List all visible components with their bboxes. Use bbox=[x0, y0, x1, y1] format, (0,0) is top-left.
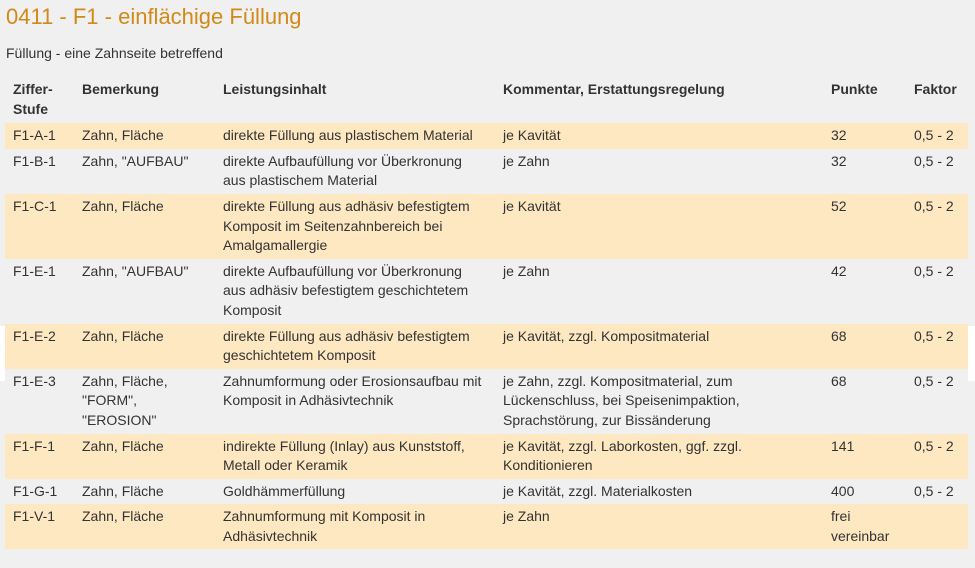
cell-punkte bbox=[823, 194, 906, 259]
cell-leistungsinhalt bbox=[215, 259, 495, 324]
table-row bbox=[5, 123, 968, 149]
cell-bemerkung-line: Zahn, "AUFBAU" bbox=[82, 262, 189, 279]
cell-bemerkung-line: "EROSION" bbox=[82, 411, 157, 428]
cell-leistungsinhalt bbox=[215, 149, 495, 194]
cell-faktor: 0,5 - 2 bbox=[914, 152, 954, 169]
cell-leistungsinhalt bbox=[215, 123, 495, 149]
cell-bemerkung-line: Zahn, Fläche, bbox=[82, 372, 168, 389]
cell-bemerkung-line: Zahn, Fläche bbox=[82, 327, 164, 344]
cell-kommentar bbox=[495, 149, 823, 194]
cell-kommentar-line: Sprachstörung, zur Bissänderung bbox=[503, 411, 711, 428]
cell-leistungsinhalt bbox=[215, 504, 495, 549]
cell-leistungsinhalt-line: direkte Füllung aus adhäsiv befestigtem bbox=[223, 197, 470, 214]
header-kommentar: Kommentar, Erstattungsregelung bbox=[503, 81, 725, 97]
cell-bemerkung-line: Zahn, Fläche bbox=[82, 197, 164, 214]
cell-leistungsinhalt-line: Adhäsivtechnik bbox=[223, 527, 318, 544]
cell-leistungsinhalt bbox=[215, 369, 495, 434]
cell-faktor: 0,5 - 2 bbox=[914, 127, 954, 144]
cell-faktor: 0,5 - 2 bbox=[914, 372, 954, 389]
cell-leistungsinhalt-line: Amalgamallergie bbox=[223, 237, 328, 254]
cell-faktor: 0,5 - 2 bbox=[914, 437, 954, 454]
cell-kommentar-line: je Zahn bbox=[503, 262, 550, 279]
cell-leistungsinhalt-line: Zahnumformung mit Komposit in bbox=[223, 508, 426, 525]
cell-kommentar-line: je Zahn bbox=[503, 152, 550, 169]
cell-leistungsinhalt bbox=[215, 434, 495, 479]
cell-bemerkung-line: Zahn, "AUFBAU" bbox=[82, 152, 189, 169]
cell-leistungsinhalt bbox=[215, 479, 495, 505]
cell-faktor: 0,5 - 2 bbox=[914, 482, 954, 499]
cell-punkte-line: 32 bbox=[831, 152, 847, 169]
cell-punkte bbox=[823, 434, 906, 479]
cell-bemerkung bbox=[74, 259, 215, 324]
table-row bbox=[5, 194, 968, 259]
cell-leistungsinhalt-line: aus adhäsiv befestigtem geschichtetem bbox=[223, 282, 469, 299]
cell-punkte-line: 400 bbox=[831, 482, 855, 499]
cell-kommentar-line: Lückenschluss, bei Speisenimpaktion, bbox=[503, 392, 740, 409]
cell-kommentar bbox=[495, 324, 823, 369]
header-punkte: Punkte bbox=[831, 81, 878, 97]
table-body bbox=[5, 123, 968, 549]
cell-kommentar-line: je Zahn, zzgl. Kompositmaterial, zum bbox=[503, 372, 733, 389]
cell-ziffer: F1-G-1 bbox=[13, 482, 58, 499]
cell-punkte-line: 52 bbox=[831, 197, 847, 214]
cell-leistungsinhalt-line: Komposit bbox=[223, 301, 282, 318]
cell-punkte-line: vereinbar bbox=[831, 527, 890, 544]
cell-bemerkung-line: Zahn, Fläche bbox=[82, 127, 164, 144]
cell-leistungsinhalt-line: Metall oder Keramik bbox=[223, 457, 348, 474]
cell-faktor: 0,5 - 2 bbox=[914, 327, 954, 344]
table-header-row bbox=[5, 78, 968, 123]
cell-punkte-line: 32 bbox=[831, 127, 847, 144]
cell-punkte bbox=[823, 504, 906, 549]
cell-leistungsinhalt-line: aus plastischem Material bbox=[223, 172, 378, 189]
cell-kommentar bbox=[495, 434, 823, 479]
header-stufe: Stufe bbox=[13, 100, 48, 117]
cell-punkte bbox=[823, 324, 906, 369]
cell-kommentar bbox=[495, 123, 823, 149]
header-bemerkung: Bemerkung bbox=[82, 81, 160, 97]
cell-faktor bbox=[906, 504, 968, 549]
cell-bemerkung bbox=[74, 194, 215, 259]
table-row bbox=[5, 479, 968, 505]
cell-kommentar bbox=[495, 194, 823, 259]
cell-leistungsinhalt-line: Zahnumformung oder Erosionsaufbau mit bbox=[223, 372, 482, 389]
cell-leistungsinhalt-line: Komposit in Adhäsivtechnik bbox=[223, 392, 394, 409]
table-row bbox=[5, 324, 968, 369]
cell-kommentar bbox=[495, 259, 823, 324]
cell-kommentar bbox=[495, 479, 823, 505]
cell-kommentar bbox=[495, 369, 823, 434]
cell-leistungsinhalt-line: direkte Aufbaufüllung vor Überkronung bbox=[223, 262, 462, 279]
header-ziffer-stufe bbox=[5, 78, 74, 123]
cell-kommentar-line: Konditionieren bbox=[503, 457, 593, 474]
cell-ziffer: F1-F-1 bbox=[13, 437, 55, 454]
cell-faktor: 0,5 - 2 bbox=[914, 197, 954, 214]
table-row bbox=[5, 259, 968, 324]
cell-punkte-line: frei bbox=[831, 508, 851, 525]
cell-bemerkung-line: Zahn, Fläche bbox=[82, 508, 164, 525]
cell-bemerkung bbox=[74, 504, 215, 549]
cell-leistungsinhalt-line: direkte Füllung aus plastischem Material bbox=[223, 127, 473, 144]
cell-ziffer: F1-E-2 bbox=[13, 327, 56, 344]
table-row bbox=[5, 149, 968, 194]
cell-punkte-line: 68 bbox=[831, 372, 847, 389]
cell-bemerkung bbox=[74, 479, 215, 505]
header-ziffer: Ziffer- bbox=[13, 81, 53, 97]
cell-leistungsinhalt-line: Goldhämmerfüllung bbox=[223, 482, 346, 499]
cell-leistungsinhalt bbox=[215, 324, 495, 369]
cell-bemerkung bbox=[74, 123, 215, 149]
cell-punkte-line: 141 bbox=[831, 437, 855, 454]
cell-faktor: 0,5 - 2 bbox=[914, 262, 954, 279]
page-subtitle: Füllung - eine Zahnseite betreffend bbox=[6, 45, 223, 61]
header-faktor: Faktor bbox=[914, 81, 957, 97]
cell-leistungsinhalt-line: Komposit im Seitenzahnbereich bei bbox=[223, 217, 443, 234]
cell-bemerkung-line: "FORM", bbox=[82, 392, 138, 409]
cell-kommentar bbox=[495, 504, 823, 549]
cell-leistungsinhalt-line: direkte Füllung aus adhäsiv befestigtem bbox=[223, 327, 470, 344]
cell-bemerkung-line: Zahn, Fläche bbox=[82, 482, 164, 499]
cell-leistungsinhalt-line: direkte Aufbaufüllung vor Überkronung bbox=[223, 152, 462, 169]
cell-ziffer: F1-B-1 bbox=[13, 152, 56, 169]
cell-kommentar-line: je Kavität, zzgl. Laborkosten, ggf. zzgl. bbox=[503, 437, 742, 454]
cell-punkte bbox=[823, 259, 906, 324]
cell-ziffer: F1-E-1 bbox=[13, 262, 56, 279]
cell-bemerkung bbox=[74, 434, 215, 479]
cell-punkte bbox=[823, 479, 906, 505]
cell-bemerkung bbox=[74, 149, 215, 194]
header-leistungsinhalt: Leistungsinhalt bbox=[223, 81, 327, 97]
cell-kommentar-line: je Zahn bbox=[503, 508, 550, 525]
cell-punkte-line: 68 bbox=[831, 327, 847, 344]
fee-table bbox=[5, 78, 968, 549]
cell-bemerkung-line: Zahn, Fläche bbox=[82, 437, 164, 454]
cell-leistungsinhalt-line: geschichtetem Komposit bbox=[223, 347, 376, 364]
cell-leistungsinhalt bbox=[215, 194, 495, 259]
cell-punkte-line: 42 bbox=[831, 262, 847, 279]
cell-kommentar-line: je Kavität bbox=[503, 127, 561, 144]
cell-kommentar-line: je Kavität bbox=[503, 197, 561, 214]
cell-punkte bbox=[823, 149, 906, 194]
table-row bbox=[5, 369, 968, 434]
table-row bbox=[5, 434, 968, 479]
cell-ziffer: F1-V-1 bbox=[13, 508, 56, 525]
cell-ziffer: F1-A-1 bbox=[13, 127, 56, 144]
cell-bemerkung bbox=[74, 324, 215, 369]
cell-kommentar-line: je Kavität, zzgl. Kompositmaterial bbox=[503, 327, 710, 344]
page-title: 0411 - F1 - einflächige Füllung bbox=[6, 4, 302, 29]
cell-punkte bbox=[823, 369, 906, 434]
cell-kommentar-line: je Kavität, zzgl. Materialkosten bbox=[503, 482, 693, 499]
cell-punkte bbox=[823, 123, 906, 149]
table-row bbox=[5, 504, 968, 549]
cell-ziffer: F1-E-3 bbox=[13, 372, 56, 389]
cell-leistungsinhalt-line: indirekte Füllung (Inlay) aus Kunststoff, bbox=[223, 437, 465, 454]
cell-ziffer: F1-C-1 bbox=[13, 197, 57, 214]
cell-bemerkung bbox=[74, 369, 215, 434]
